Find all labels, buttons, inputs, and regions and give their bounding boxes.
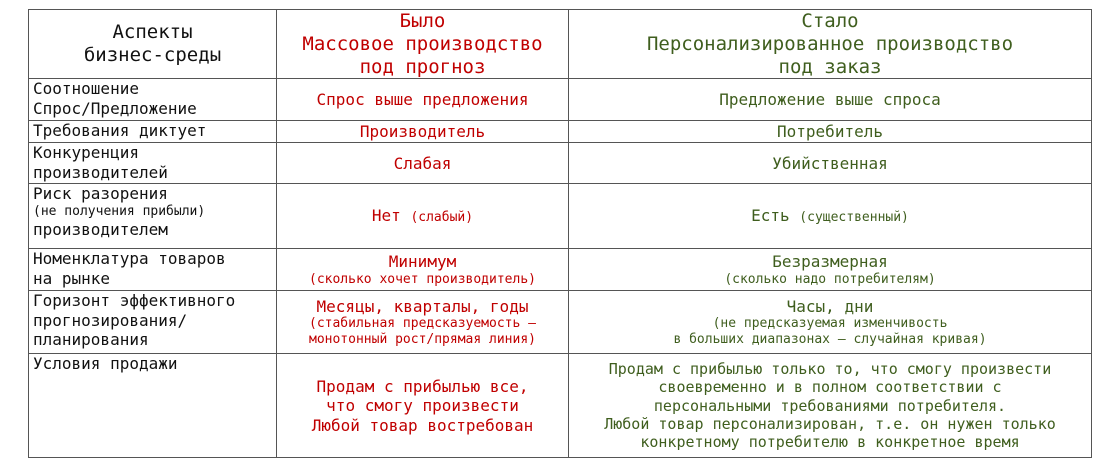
was-cell: Месяцы, кварталы, годы (стабильная предсказуемость – монотонный рост/прямая линия) xyxy=(277,291,569,354)
header-row xyxy=(29,10,1092,79)
header-was: Было Массовое производство под прогноз xyxy=(277,10,569,79)
table-row xyxy=(29,291,1092,354)
aspect-cell: Конкуренция производителей xyxy=(29,143,277,184)
table-row xyxy=(29,143,1092,184)
table-row xyxy=(29,121,1092,143)
aspect-cell: Номенклатура товаров на рынке xyxy=(29,249,277,291)
was-cell: Спрос выше предложения xyxy=(277,79,569,121)
now-cell: Часы, дни (не предсказуемая изменчивость в больших диапазонах – случайная кривая) xyxy=(569,291,1092,354)
table-row xyxy=(29,79,1092,121)
now-cell: Предложение выше спроса xyxy=(569,79,1092,121)
now-cell: Продам с прибылью только то, что смогу произвести своевременно и в полном соответствии с персональными требованиями потребителя. Любой товар персонализирован, т.е. он нужен только конкретному потребителю в конкретное время xyxy=(569,354,1092,458)
was-cell: Продам с прибылью все, что смогу произвести Любой товар востребован xyxy=(277,354,569,458)
table-row xyxy=(29,354,1092,458)
was-cell: Производитель xyxy=(277,121,569,143)
now-cell: Есть (существенный) xyxy=(569,184,1092,249)
now-cell: Убийственная xyxy=(569,143,1092,184)
header-aspect: Аспекты бизнес-среды xyxy=(29,10,277,79)
aspect-cell: Условия продажи xyxy=(29,354,277,458)
aspect-cell: Соотношение Спрос/Предложение xyxy=(29,79,277,121)
was-cell: Нет (слабый) xyxy=(277,184,569,249)
now-cell: Безразмерная (сколько надо потребителям) xyxy=(569,249,1092,291)
aspect-cell: Горизонт эффективного прогнозирования/ планирования xyxy=(29,291,277,354)
table-row xyxy=(29,249,1092,291)
aspect-cell: Требования диктует xyxy=(29,121,277,143)
was-cell: Минимум (сколько хочет производитель) xyxy=(277,249,569,291)
now-cell: Потребитель xyxy=(569,121,1092,143)
comparison-table xyxy=(28,9,1092,458)
header-now: Стало Персонализированное производство под заказ xyxy=(569,10,1092,79)
aspect-cell: Риск разорения (не получения прибыли) производителем xyxy=(29,184,277,249)
table-row xyxy=(29,184,1092,249)
was-cell: Слабая xyxy=(277,143,569,184)
